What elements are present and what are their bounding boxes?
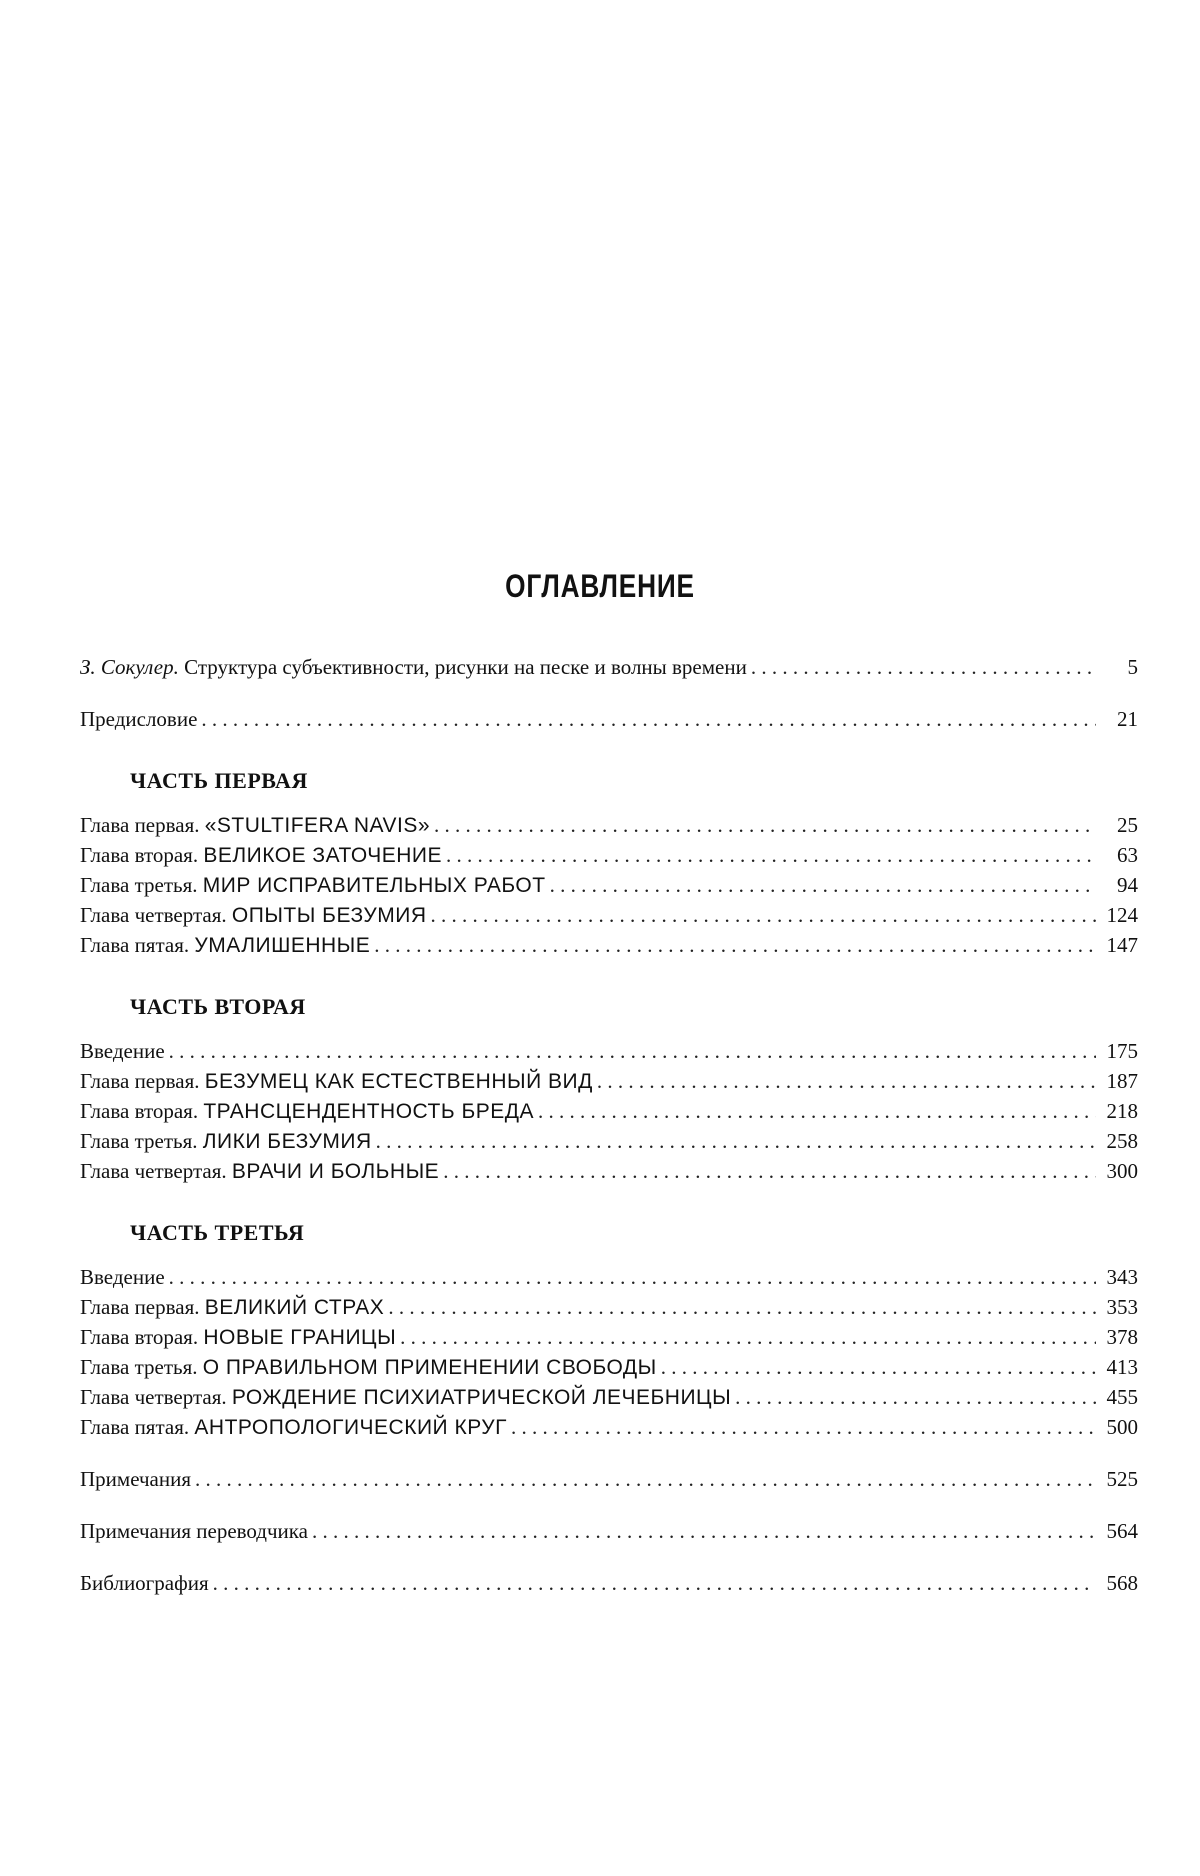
entry-title: Примечания переводчика [80, 1519, 308, 1543]
toc-entry-label [80, 652, 747, 682]
page-number: 500 [1106, 1415, 1138, 1439]
toc-entry-label [80, 1262, 165, 1293]
dot-leader [201, 704, 1096, 734]
toc-entry[interactable] [80, 1156, 1138, 1186]
toc-entry-label [80, 840, 442, 871]
page-number: 568 [1106, 1571, 1138, 1595]
chapter-title: ВРАЧИ И БОЛЬНЫЕ [231, 1160, 440, 1183]
chapter-title: РОЖДЕНИЕ ПСИХИАТРИЧЕСКОЙ ЛЕЧЕБНИЦЫ [231, 1386, 732, 1409]
page-number: 63 [1117, 843, 1138, 867]
toc-entry-preface[interactable] [80, 704, 1138, 734]
chapter-prefix: Введение [80, 1265, 165, 1289]
toc-entry-label [80, 1382, 731, 1413]
entry-title: Примечания [80, 1467, 192, 1491]
toc-entry-translator-notes[interactable] [80, 1516, 1138, 1546]
dot-leader [195, 1464, 1096, 1494]
toc-entry-label [80, 1156, 439, 1187]
dot-leader [661, 1352, 1096, 1382]
toc-entry[interactable] [80, 1352, 1138, 1382]
toc-entry[interactable] [80, 1036, 1138, 1066]
chapter-title: УМАЛИШЕННЫЕ [194, 934, 371, 957]
chapter-title: ВЕЛИКИЙ СТРАХ [204, 1296, 385, 1319]
toc-entry[interactable] [80, 810, 1138, 840]
page-number: 124 [1106, 903, 1138, 927]
entry-title: Предисловие [80, 707, 198, 731]
toc-entry[interactable] [80, 1382, 1138, 1412]
chapter-prefix: Глава четвертая. [80, 903, 227, 927]
page-number: 258 [1106, 1129, 1138, 1153]
dot-leader [169, 1262, 1096, 1292]
toc-entry-label [80, 1292, 384, 1323]
dot-leader [374, 930, 1096, 960]
chapter-prefix: Глава пятая. [80, 1415, 190, 1439]
chapter-prefix: Глава третья. [80, 1129, 198, 1153]
toc-entry-bibliography[interactable] [80, 1568, 1138, 1598]
page-number: 378 [1106, 1325, 1138, 1349]
chapter-prefix: Глава вторая. [80, 843, 199, 867]
chapter-prefix: Глава третья. [80, 1355, 198, 1379]
toc-entry-label [80, 810, 430, 841]
toc-entry-label [80, 930, 370, 961]
toc-entry-label [80, 1096, 534, 1127]
chapter-title: ЛИКИ БЕЗУМИЯ [202, 1130, 372, 1153]
toc-entry-label [80, 1126, 372, 1157]
chapter-title: ВЕЛИКОЕ ЗАТОЧЕНИЕ [203, 844, 442, 867]
dot-leader [376, 1126, 1096, 1156]
toc-entry[interactable] [80, 900, 1138, 930]
page-number: 175 [1106, 1039, 1138, 1063]
toc-entry[interactable] [80, 930, 1138, 960]
chapter-prefix: Глава пятая. [80, 933, 190, 957]
dot-leader [431, 900, 1096, 930]
toc-entry-label [80, 870, 546, 901]
toc-entry[interactable] [80, 1292, 1138, 1322]
dot-leader [511, 1412, 1096, 1442]
chapter-title: ТРАНСЦЕНДЕНТНОСТЬ БРЕДА [203, 1100, 534, 1123]
dot-leader [388, 1292, 1096, 1322]
chapter-prefix: Глава первая. [80, 1295, 200, 1319]
chapter-prefix: Глава третья. [80, 873, 198, 897]
dot-leader [312, 1516, 1096, 1546]
toc-entry[interactable] [80, 1066, 1138, 1096]
chapter-prefix: Введение [80, 1039, 165, 1063]
chapter-title: О ПРАВИЛЬНОМ ПРИМЕНЕНИИ СВОБОДЫ [202, 1356, 657, 1379]
page-number: 94 [1117, 873, 1138, 897]
toc-entry-intro[interactable] [80, 652, 1138, 682]
page-number: 21 [1117, 707, 1138, 731]
dot-leader [169, 1036, 1096, 1066]
page-number: 147 [1106, 933, 1138, 957]
toc-entry[interactable] [80, 870, 1138, 900]
dot-leader [400, 1322, 1096, 1352]
part-heading: ЧАСТЬ ПЕРВАЯ [130, 768, 308, 793]
toc-entry-notes[interactable] [80, 1464, 1138, 1494]
dot-leader [443, 1156, 1096, 1186]
dot-leader [213, 1568, 1096, 1598]
chapter-prefix: Глава вторая. [80, 1325, 199, 1349]
dot-leader [751, 652, 1096, 682]
chapter-title: МИР ИСПРАВИТЕЛЬНЫХ РАБОТ [202, 874, 546, 897]
toc-entry-label [80, 900, 427, 931]
page-number: 564 [1106, 1519, 1138, 1543]
entry-title: Структура субъективности, рисунки на песке и волны времени [184, 655, 747, 679]
toc-entry[interactable] [80, 1262, 1138, 1292]
toc-entry[interactable] [80, 1412, 1138, 1442]
page-number: 455 [1106, 1385, 1138, 1409]
page-number: 413 [1106, 1355, 1138, 1379]
page-number: 353 [1106, 1295, 1138, 1319]
toc-entry-label [80, 1036, 165, 1067]
chapter-title: «STULTIFERA NAVIS» [204, 814, 431, 837]
chapter-prefix: Глава вторая. [80, 1099, 199, 1123]
toc-entry-label [80, 1322, 396, 1353]
chapter-title: АНТРОПОЛОГИЧЕСКИЙ КРУГ [194, 1416, 507, 1439]
chapter-prefix: Глава четвертая. [80, 1385, 227, 1409]
chapter-prefix: Глава четвертая. [80, 1159, 227, 1183]
dot-leader [446, 840, 1096, 870]
part-heading: ЧАСТЬ ТРЕТЬЯ [130, 1220, 305, 1245]
toc-entry-label [80, 1066, 593, 1097]
page-number: 5 [1127, 655, 1138, 679]
dot-leader [597, 1066, 1096, 1096]
chapter-title: НОВЫЕ ГРАНИЦЫ [203, 1326, 397, 1349]
page-title: ОГЛАВЛЕНИЕ [505, 568, 695, 604]
page-number: 300 [1106, 1159, 1138, 1183]
table-of-contents [80, 652, 1138, 1598]
dot-leader [550, 870, 1096, 900]
page-number: 525 [1106, 1467, 1138, 1491]
toc-entry[interactable] [80, 1096, 1138, 1126]
chapter-prefix: Глава первая. [80, 1069, 200, 1093]
page-number: 343 [1106, 1265, 1138, 1289]
dot-leader [538, 1096, 1096, 1126]
page-number: 218 [1106, 1099, 1138, 1123]
dot-leader [735, 1382, 1096, 1412]
entry-title: Библиография [80, 1571, 209, 1595]
toc-entry[interactable] [80, 840, 1138, 870]
toc-entry-label [80, 1352, 657, 1383]
dot-leader [434, 810, 1096, 840]
page-number: 187 [1106, 1069, 1138, 1093]
page-number: 25 [1117, 813, 1138, 837]
chapter-title: БЕЗУМЕЦ КАК ЕСТЕСТВЕННЫЙ ВИД [204, 1070, 593, 1093]
toc-entry-label [80, 1412, 507, 1443]
chapter-prefix: Глава первая. [80, 813, 200, 837]
part-heading: ЧАСТЬ ВТОРАЯ [130, 994, 306, 1019]
chapter-title: ОПЫТЫ БЕЗУМИЯ [231, 904, 427, 927]
toc-entry[interactable] [80, 1126, 1138, 1156]
toc-entry[interactable] [80, 1322, 1138, 1352]
author-name: З. Сокулер. [80, 655, 179, 679]
